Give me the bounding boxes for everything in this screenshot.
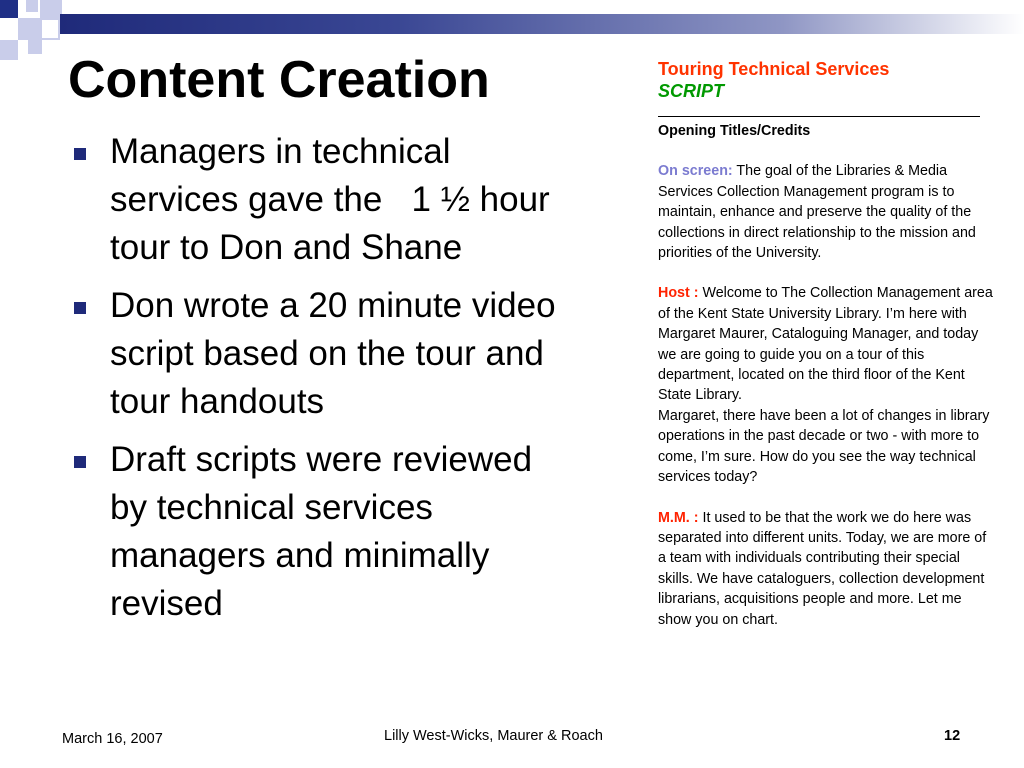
divider [658, 104, 980, 117]
page-number: 12 [944, 728, 961, 744]
footer-authors: Lilly West-Wicks, Maurer & Roach [384, 728, 603, 744]
footer-date: March 16, 2007 [62, 731, 163, 747]
host-label: Host : [658, 285, 699, 302]
bullet-text: Don wrote a 20 minute video script based on the tour and tour handouts [110, 286, 556, 421]
decor-square [28, 40, 42, 54]
decor-square [0, 40, 18, 60]
script-section-title: Opening Titles/Credits [658, 123, 811, 139]
decor-square [18, 18, 40, 40]
bullet-text: Draft scripts were reviewed by technical services managers and minimally revised [110, 440, 533, 623]
host-paragraph-2: Margaret, there have been a lot of changes in library operations in the past decade or two - with more to come, I’m sure. How do you see the way technical services today? [658, 407, 990, 486]
on-screen-text: The goal of the Libraries & Media Services Collection Management program is to maintain, enhance and preserve the quality of the collections in direct relationship to the mission and priorities of the University. [658, 163, 976, 262]
slide-title: Content Creation [68, 51, 490, 109]
square-bullet-icon [74, 456, 86, 468]
on-screen-label: On screen: [658, 163, 733, 180]
script-subheading: SCRIPT [658, 81, 725, 101]
bullet-list [68, 128, 568, 638]
bullet-item [68, 282, 568, 426]
host-paragraph [658, 283, 993, 405]
square-bullet-icon [74, 302, 86, 314]
bullet-text: Managers in technical services gave the 1 ½ hour tour to Don and Shane [110, 132, 550, 267]
script-excerpt [658, 58, 993, 630]
script-heading: Touring Technical Services [658, 59, 890, 79]
mm-text: It used to be that the work we do here was separated into different units. Today, we are more of a team with individuals contributing their special skills. We have cataloguers, collection development librarians, acquisitions people and more. Let me show you on chart. [658, 509, 987, 628]
decor-square [0, 0, 18, 18]
header-gradient-bar [60, 14, 1024, 34]
square-bullet-icon [74, 148, 86, 160]
mm-paragraph [658, 508, 993, 630]
bullet-item [68, 436, 568, 628]
on-screen-paragraph [658, 161, 993, 263]
mm-label: M.M. : [658, 509, 699, 526]
decor-square [26, 0, 38, 12]
bullet-item [68, 128, 568, 272]
host-text: Welcome to The Collection Management area of the Kent State University Library. I’m here with Margaret Maurer, Cataloguing Manager, and today we are going to guide you on a tour of this department, located on the third floor of the Kent State Library. [658, 285, 993, 404]
decor-square [40, 18, 60, 40]
